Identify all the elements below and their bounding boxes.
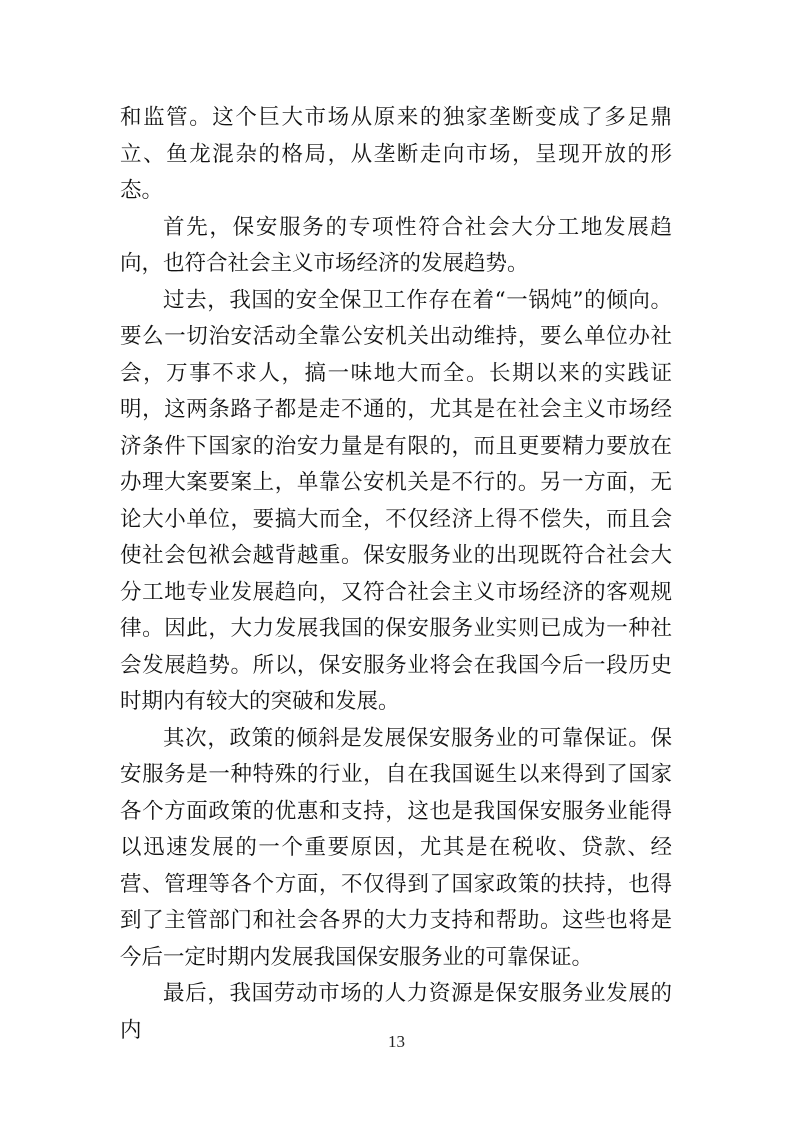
paragraph-3: 过去，我国的安全保卫工作存在着“一锅炖”的倾向。要么一切治安活动全靠公安机关出动维持，要么单位办社会，万事不求人，搞一味地大而全。长期以来的实践证明，这两条路子都是走不通的，尤其是在社会主义市场经济条件下国家的治安力量是有限的，而且更要精力要放在办理大案要案上，单靠公安机关是不行的。另一方面，无论大小单位，要搞大而全，不仅经济上得不偿失，而且会使社会包袱会越背越重。保安服务业的出现既符合社会大分工地专业发展趋向，又符合社会主义市场经济的客观规律。因此，大力发展我国的保安服务业实则已成为一种社会发展趋势。所以，保安服务业将会在我国今后一段历史时期内有较大的突破和发展。 [120, 287, 672, 714]
paragraph-1: 和监管。这个巨大市场从原来的独家垄断变成了多足鼎立、鱼龙混杂的格局，从垄断走向市场，呈现开放的形态。 [120, 105, 672, 203]
paragraph-4: 其次，政策的倾斜是发展保安服务业的可靠保证。保安服务是一种特殊的行业，自在我国诞生以来得到了国家各个方面政策的优惠和支持，这也是我国保安服务业能得以迅速发展的一个重要原因，尤其是在税收、贷款、经营、管理等各个方面，不仅得到了国家政策的扶持，也得到了主管部门和社会各界的大力支持和帮助。这些也将是今后一定时期内发展我国保安服务业的可靠保证。 [120, 725, 672, 970]
page-number: 13 [388, 1032, 405, 1051]
paragraph-5: 最后，我国劳动市场的人力资源是保安服务业发展的内 [120, 981, 672, 1043]
document-body [120, 100, 672, 1049]
paragraph-2: 首先，保安服务的专项性符合社会大分工地发展趋向，也符合社会主义市场经济的发展趋势。 [120, 214, 672, 276]
